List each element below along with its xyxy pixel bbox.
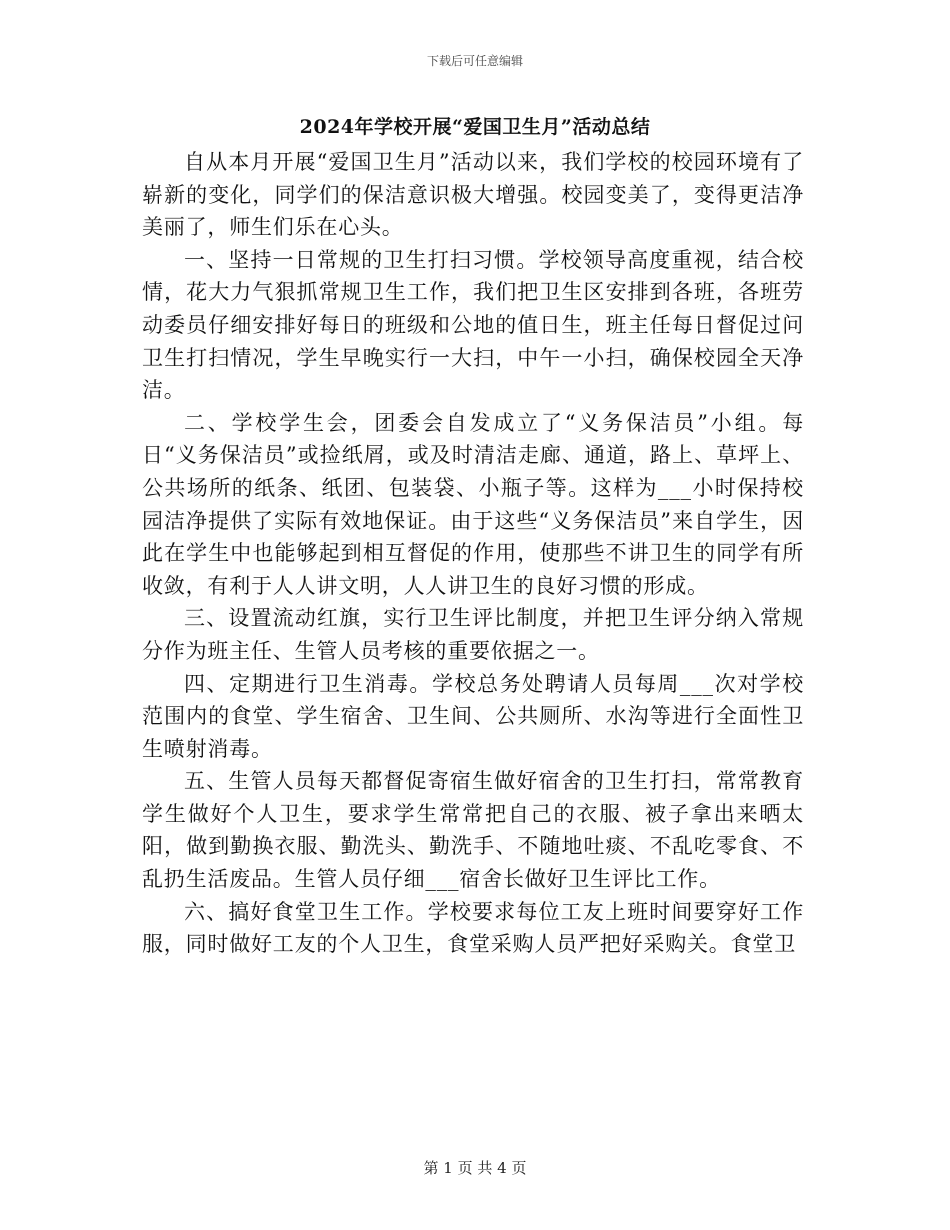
paragraph-intro: 自从本月开展“爱国卫生月”活动以来，我们学校的校园环境有了崭新的变化，同学们的保洁意识极大增强。校园变美了，变得更洁净美丽了，师生们乐在心头。: [142, 150, 804, 240]
document-title: 2024年学校开展“爱国卫生月”活动总结: [299, 116, 651, 138]
paragraph-item-4: 四、定期进行卫生消毒。学校总务处聘请人员每周___次对学校范围内的食堂、学生宿舍、卫生间、公共厕所、水沟等进行全面性卫生喷射消毒。: [142, 671, 804, 761]
paragraph-item-3: 三、设置流动红旗，实行卫生评比制度，并把卫生评分纳入常规分作为班主任、生管人员考核的重要依据之一。: [142, 606, 804, 663]
paragraph-item-6: 六、搞好食堂卫生工作。学校要求每位工友上班时间要穿好工作服，同时做好工友的个人卫生，食堂采购人员严把好采购关。食堂卫: [142, 899, 804, 957]
page-header-note: 下载后可任意编辑: [426, 54, 523, 68]
paragraph-item-1: 一、坚持一日常规的卫生打扫习惯。学校领导高度重视，结合校情，花大力气狠抓常规卫生工作，我们把卫生区安排到各班，各班劳动委员仔细安排好每日的班级和公地的值日生，班主任每日督促过问卫生打扫情况，学生早晚实行一大扫，中午一小扫，确保校园全天净洁。: [142, 247, 804, 403]
page-number-footer: 第 1 页 共 4 页: [423, 1159, 527, 1177]
document-body: [142, 146, 804, 961]
paragraph-item-2: 二、学校学生会，团委会自发成立了“义务保洁员”小组。每日“义务保洁员”或捡纸屑，或及时清洁走廊、通道，路上、草坪上、公共场所的纸条、纸团、包装袋、小瓶子等。这样为___小时保持校园洁净提供了实际有效地保证。由于这些“义务保洁员”来自学生，因此在学生中也能够起到相互督促的作用，使那些不讲卫生的同学有所收敛，有利于人人讲文明，人人讲卫生的良好习惯的形成。: [142, 410, 804, 598]
paragraph-item-5: 五、生管人员每天都督促寄宿生做好宿舍的卫生打扫，常常教育学生做好个人卫生，要求学生常常把自己的衣服、被子拿出来晒太阳，做到勤换衣服、勤洗头、勤洗手、不随地吐痰、不乱吃零食、不乱扔生活废品。生管人员仔细___宿舍长做好卫生评比工作。: [142, 769, 804, 892]
